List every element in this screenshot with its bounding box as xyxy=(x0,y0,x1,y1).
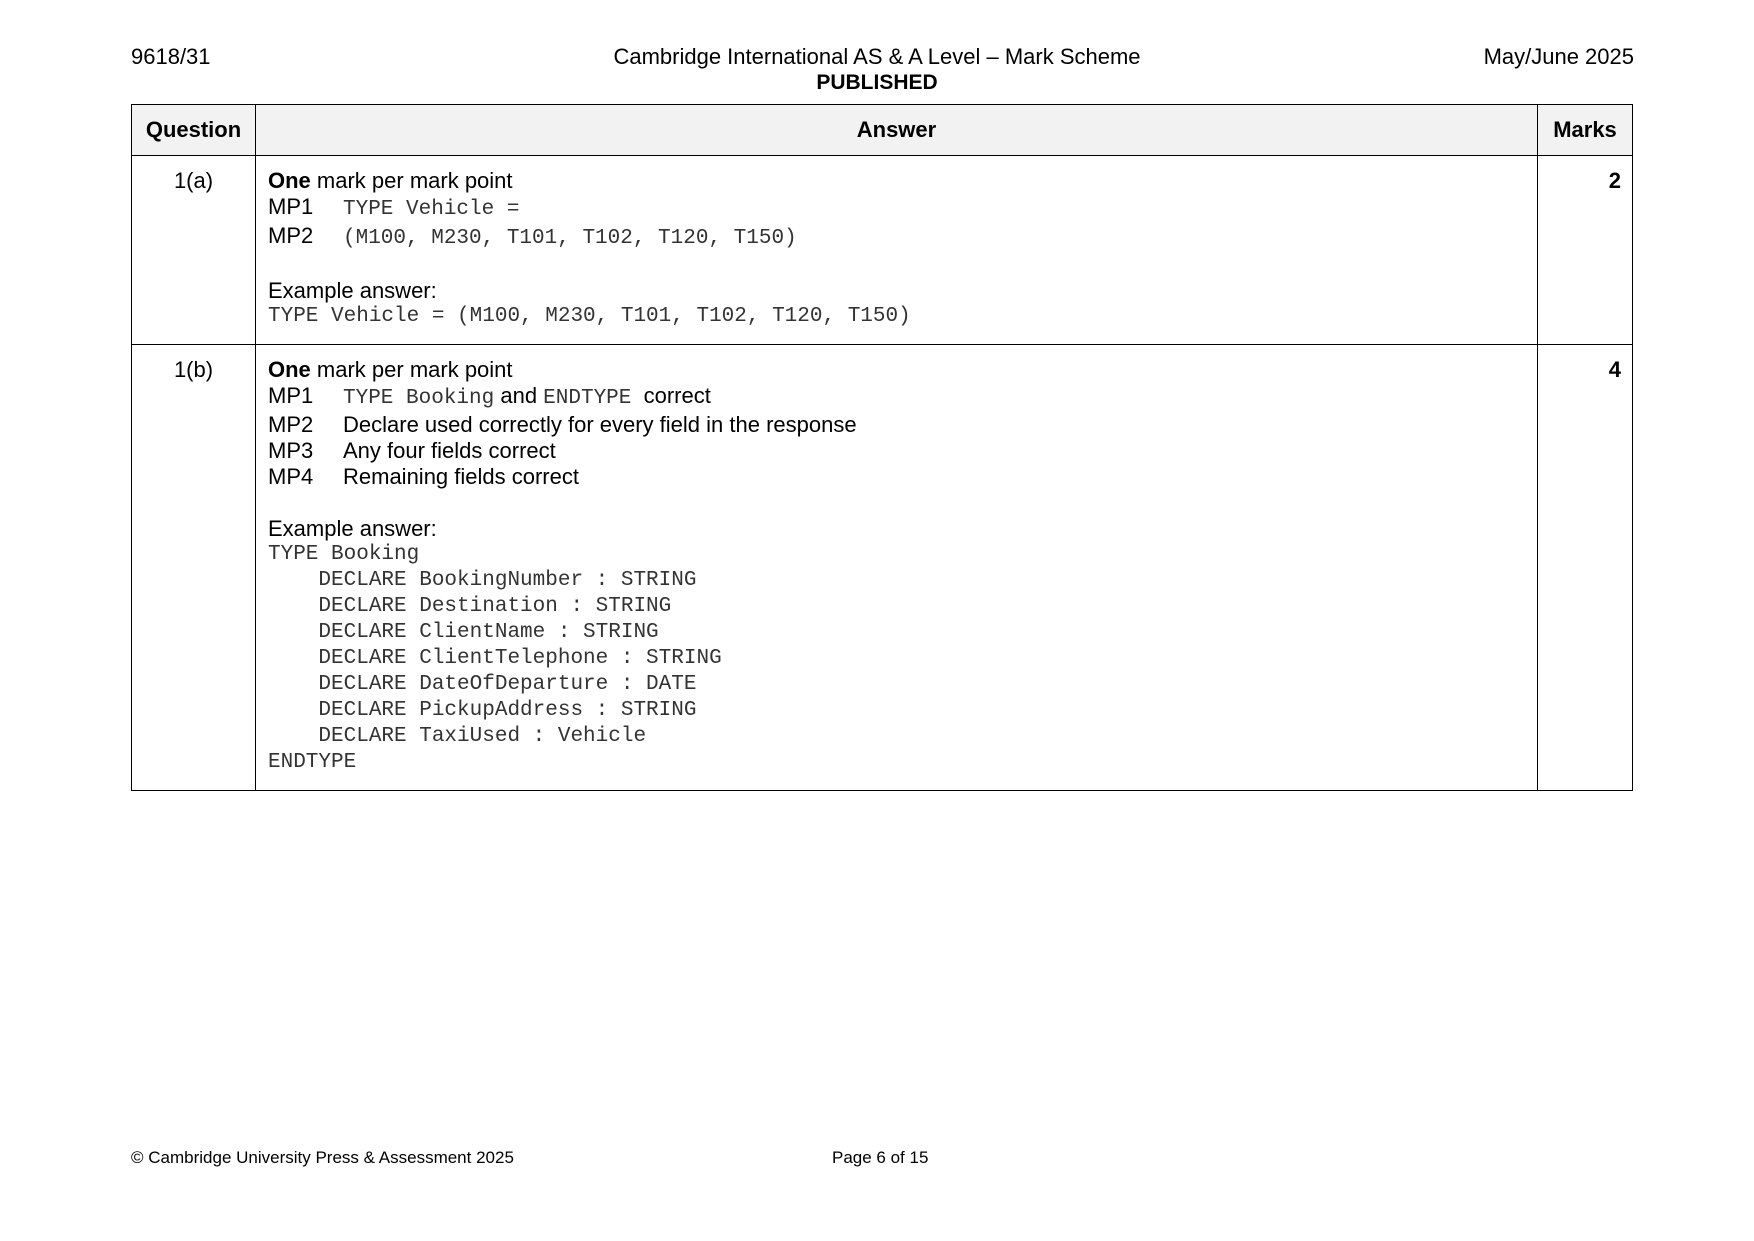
mark-instruction xyxy=(268,357,1527,383)
mark-point-code: (M100, M230, T101, T102, T120, T150) xyxy=(343,227,797,250)
mark-point-code: TYPE Booking xyxy=(343,387,495,410)
marks-column-header: Marks xyxy=(1538,105,1633,156)
copyright-notice: © Cambridge University Press & Assessment 2025 xyxy=(131,1148,514,1167)
mark-point-label: MP2 xyxy=(268,412,314,437)
code-line: DECLARE DateOfDeparture : DATE xyxy=(268,673,697,696)
mark-instruction xyxy=(268,168,1527,194)
mark-point-text: correct xyxy=(631,383,711,408)
code-line: DECLARE ClientName : STRING xyxy=(268,621,659,644)
example-answer-label: Example answer: xyxy=(268,516,437,541)
spacer xyxy=(268,490,1527,516)
instruction-text: mark per mark point xyxy=(310,357,513,382)
spacer xyxy=(268,252,1527,278)
code-line: DECLARE TaxiUsed : Vehicle xyxy=(268,725,647,748)
answer-cell xyxy=(256,345,1538,791)
answer-cell xyxy=(256,156,1538,345)
mark-point-text: Remaining fields correct xyxy=(343,464,579,489)
exam-session: May/June 2025 xyxy=(1483,44,1634,69)
code-line: DECLARE Destination : STRING xyxy=(268,595,672,618)
mark-point-text: and xyxy=(494,383,544,408)
emphasis-text: One xyxy=(268,357,311,382)
mark-point-label: MP2 xyxy=(268,223,314,248)
example-answer-code xyxy=(268,542,1527,776)
mark-point-label: MP4 xyxy=(268,464,314,489)
mark-point xyxy=(268,383,1527,412)
mark-point-label: MP1 xyxy=(268,194,314,219)
marks-value: 4 xyxy=(1538,345,1633,791)
answer-column-header: Answer xyxy=(256,105,1538,156)
mark-point-label: MP1 xyxy=(268,383,314,408)
mark-point-text: Any four fields correct xyxy=(343,438,556,463)
mark-point xyxy=(268,464,1527,490)
code-line: DECLARE ClientTelephone : STRING xyxy=(268,647,722,670)
marks-value: 2 xyxy=(1538,156,1633,345)
mark-point xyxy=(268,438,1527,464)
paper-code: 9618/31 xyxy=(131,44,211,69)
mark-point-code: ENDTYPE xyxy=(543,387,632,410)
code-line: ENDTYPE xyxy=(268,751,357,774)
mark-point-code: TYPE Vehicle = xyxy=(343,198,520,221)
code-line: DECLARE PickupAddress : STRING xyxy=(268,699,697,722)
table-header-row xyxy=(132,105,1633,156)
mark-point xyxy=(268,194,1527,223)
document-title: Cambridge International AS & A Level – Mark Scheme xyxy=(613,44,1141,69)
published-label: PUBLISHED xyxy=(816,71,938,94)
table-row xyxy=(132,156,1633,345)
mark-point xyxy=(268,223,1527,252)
example-answer-label: Example answer: xyxy=(268,278,437,303)
example-answer-code: TYPE Vehicle = (M100, M230, T101, T102, T120, T150) xyxy=(268,305,911,328)
code-line: TYPE Booking xyxy=(268,543,420,566)
table-row xyxy=(132,345,1633,791)
mark-point xyxy=(268,412,1527,438)
question-number: 1(a) xyxy=(132,156,256,345)
page-number: Page 6 of 15 xyxy=(832,1148,929,1167)
question-column-header: Question xyxy=(132,105,256,156)
code-line: DECLARE BookingNumber : STRING xyxy=(268,569,697,592)
mark-point-text: Declare used correctly for every field in the response xyxy=(343,412,857,437)
emphasis-text: One xyxy=(268,168,311,193)
question-number: 1(b) xyxy=(132,345,256,791)
instruction-text: mark per mark point xyxy=(310,168,513,193)
mark-point-label: MP3 xyxy=(268,438,314,463)
mark-scheme-table xyxy=(131,104,1633,791)
